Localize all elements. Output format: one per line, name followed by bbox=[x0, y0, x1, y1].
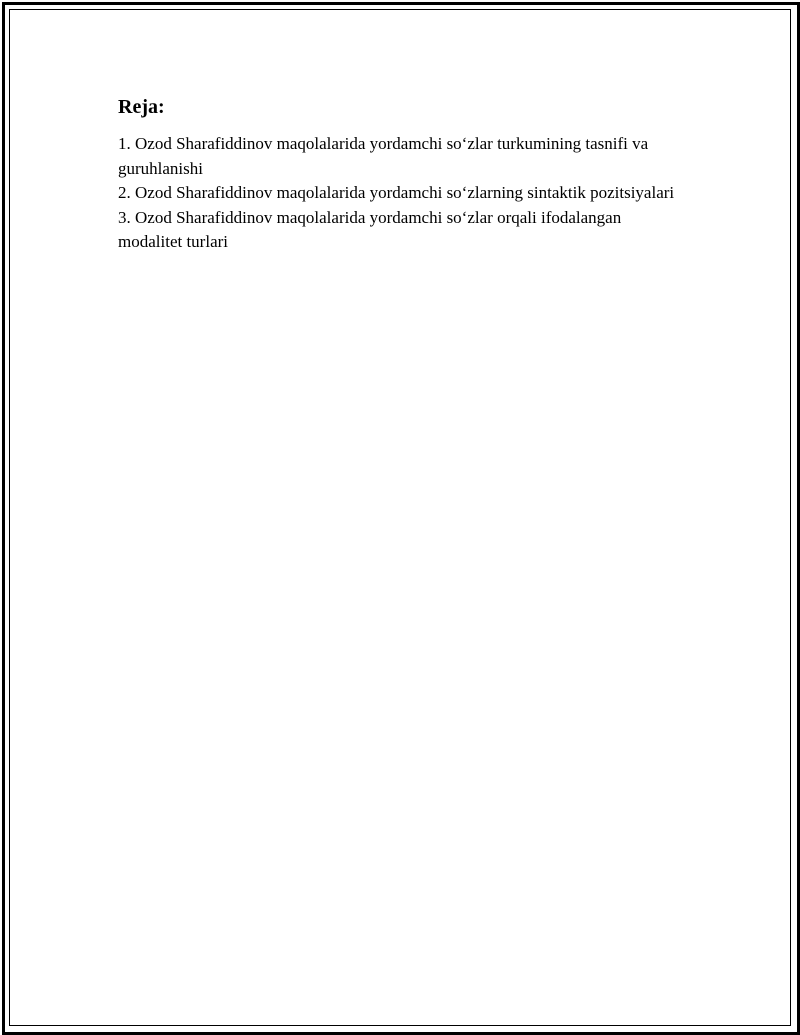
document-body bbox=[118, 94, 688, 255]
plan-item-3: 3. Ozod Sharafiddinov maqolalarida yordamchi so‘zlar orqali ifodalangan modalitet turlari bbox=[118, 207, 622, 251]
plan-heading: Reja: bbox=[118, 96, 165, 118]
plan-list bbox=[118, 132, 688, 255]
plan-item-1: 1. Ozod Sharafiddinov maqolalarida yordamchi so‘zlar turkumining tasnifi va guruhlanishi bbox=[118, 134, 649, 178]
plan-item-2: 2. Ozod Sharafiddinov maqolalarida yordamchi so‘zlarning sintaktik pozitsiyalari bbox=[118, 183, 675, 202]
